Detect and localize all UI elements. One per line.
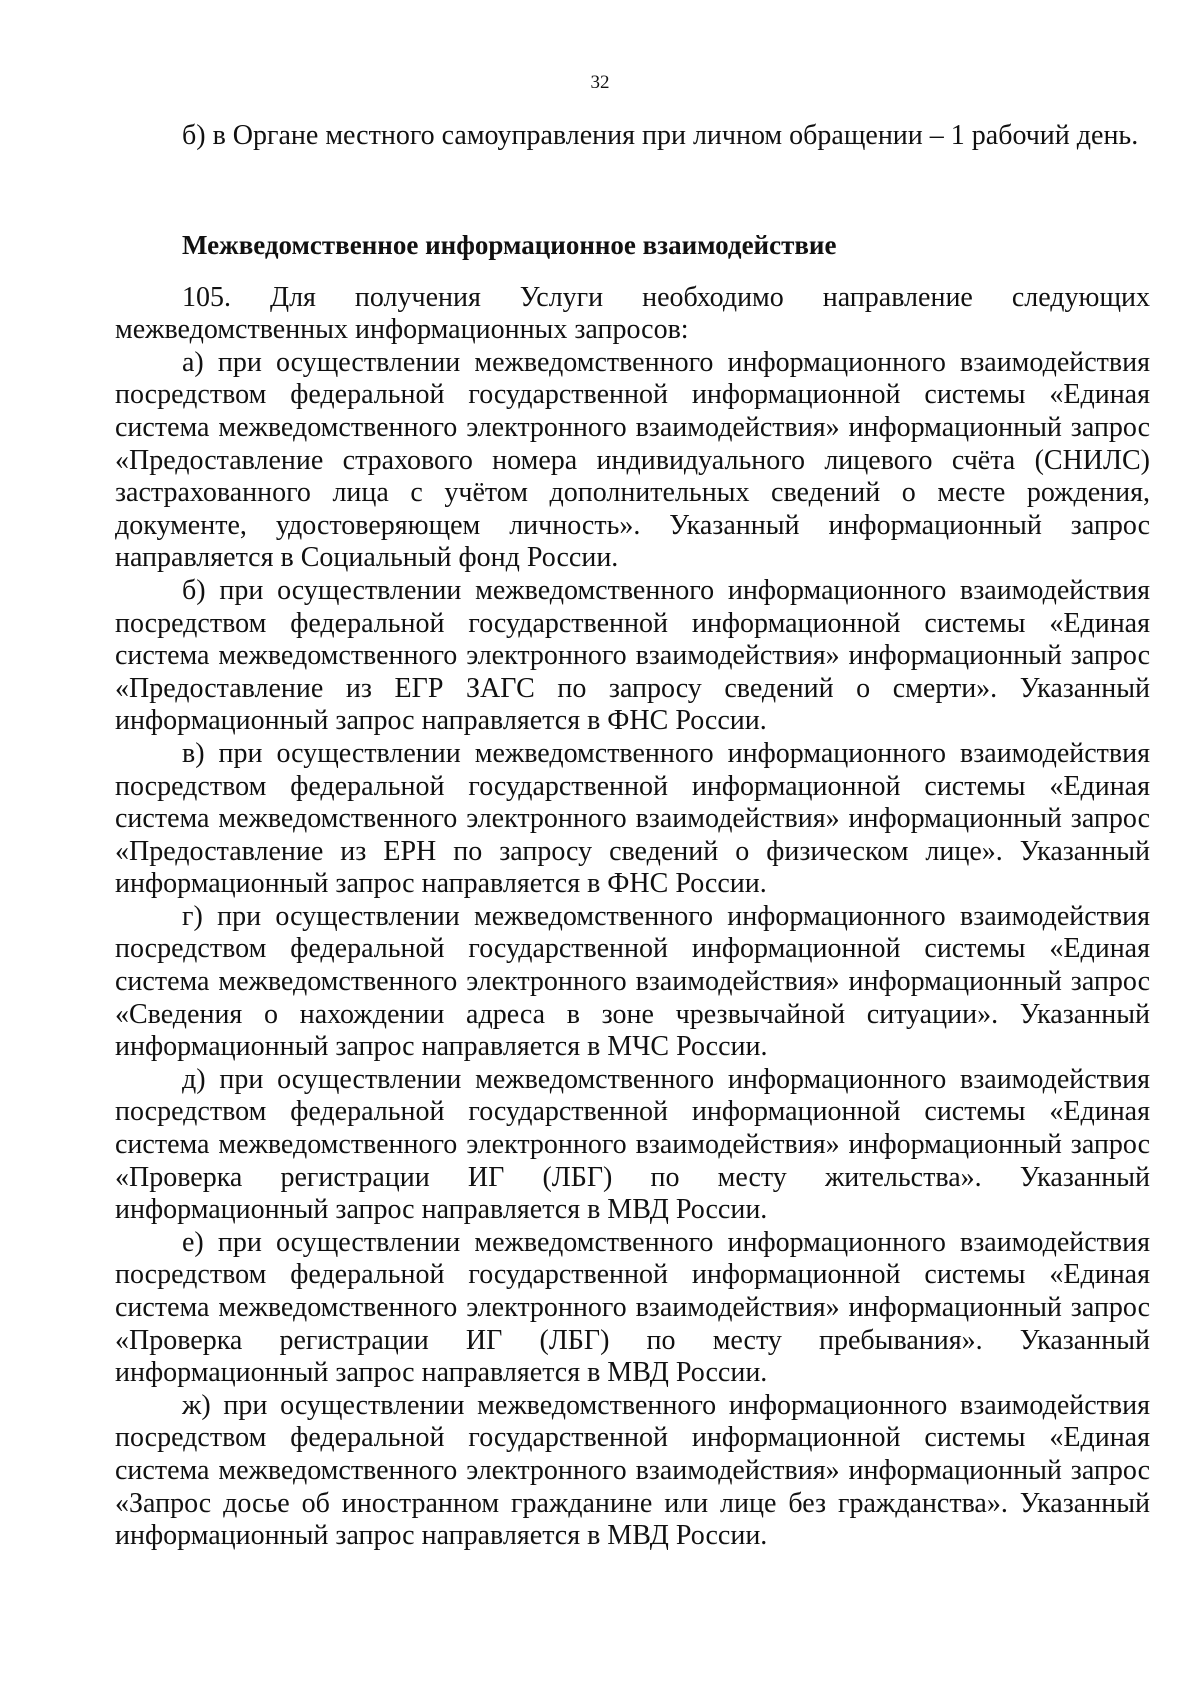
- document-body: [115, 120, 1150, 1553]
- section-heading: Межведомственное информационное взаимодействие: [182, 229, 837, 260]
- list-item-b: б) при осуществлении межведомственного информационного взаимодействия посредством федеральной государственной информационной системы «Единая система межведомственного электронного взаимодействия» информационный запрос «Предоставление из ЕГР ЗАГС по запросу сведений о смерти». Указанный информационный запрос направляется в ФНС России.: [115, 574, 1150, 737]
- intro-paragraph: б) в Органе местного самоуправления при личном обращении – 1 рабочий день.: [182, 120, 1139, 151]
- list-item-d: д) при осуществлении межведомственного информационного взаимодействия посредством федеральной государственной информационной системы «Единая система межведомственного электронного взаимодействия» информационный запрос «Проверка регистрации ИГ (ЛБГ) по месту жительства». Указанный информационный запрос направляется в МВД России.: [115, 1063, 1150, 1226]
- list-item-a: а) при осуществлении межведомственного информационного взаимодействия посредством федеральной государственной информационной системы «Единая система межведомственного электронного взаимодействия» информационный запрос «Предоставление страхового номера индивидуального лицевого счёта (СНИЛС) застрахованного лица с учётом дополнительных сведений о месте рождения, документе, удостоверяющем личность». Указанный информационный запрос направляется в Социальный фонд России.: [115, 346, 1150, 574]
- page-number: 32: [590, 72, 610, 93]
- list-item-g: г) при осуществлении межведомственного информационного взаимодействия посредством федеральной государственной информационной системы «Единая система межведомственного электронного взаимодействия» информационный запрос «Сведения о нахождении адреса в зоне чрезвычайной ситуации». Указанный информационный запрос направляется в МЧС России.: [115, 900, 1150, 1063]
- spacer: [115, 153, 1150, 229]
- list-item-v: в) при осуществлении межведомственного информационного взаимодействия посредством федеральной государственной информационной системы «Единая система межведомственного электронного взаимодействия» информационный запрос «Предоставление из ЕРН по запросу сведений о физическом лице». Указанный информационный запрос направляется в ФНС России.: [115, 737, 1150, 900]
- list-item-zh: ж) при осуществлении межведомственного информационного взаимодействия посредством федеральной государственной информационной системы «Единая система межведомственного электронного взаимодействия» информационный запрос «Запрос досье об иностранном гражданине или лице без гражданства». Указанный информационный запрос направляется в МВД России.: [115, 1389, 1150, 1552]
- spacer: [115, 261, 1150, 282]
- paragraph-105: 105. Для получения Услуги необходимо направление следующих межведомственных информационных запросов:: [115, 281, 1150, 346]
- list-item-e: е) при осуществлении межведомственного информационного взаимодействия посредством федеральной государственной информационной системы «Единая система межведомственного электронного взаимодействия» информационный запрос «Проверка регистрации ИГ (ЛБГ) по месту пребывания». Указанный информационный запрос направляется в МВД России.: [115, 1226, 1150, 1389]
